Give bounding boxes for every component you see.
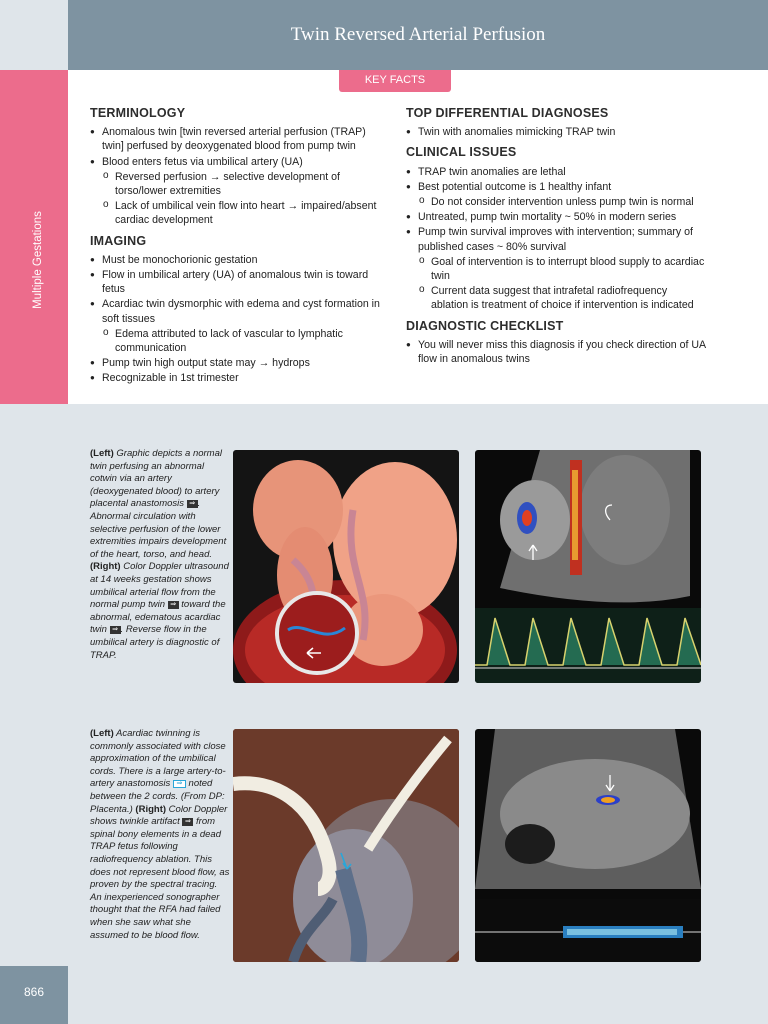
list-item: ● Blood enters fetus via umbilical artery (UA) xyxy=(90,155,390,169)
list-item: ● Must be monochorionic gestation xyxy=(90,253,390,267)
caption-text: . Abnormal circulation with selective perfusion of the lower extremities impairs development of the heart, torso, and head. xyxy=(90,498,227,560)
list-item: ● Best potential outcome is 1 healthy infant xyxy=(406,180,706,194)
list-item: ● Acardiac twin dysmorphic with edema and cyst formation in soft tissues xyxy=(90,297,390,325)
checklist-section xyxy=(406,319,706,367)
list-item: ● Untreated, pump twin mortality ~ 50% in modern series xyxy=(406,210,706,224)
page-header xyxy=(68,0,768,70)
arrow-icon: ⇒ xyxy=(110,626,121,634)
caption-text: noted between the 2 cords. (From DP: Placenta.) xyxy=(90,778,225,815)
list-item: ● You will never miss this diagnosis if you check direction of UA flow in anomalous twins xyxy=(406,338,706,366)
list-item: ● Pump twin high output state may → hydrops xyxy=(90,356,390,370)
arrow-icon: ⇒ xyxy=(168,601,179,609)
sub-list-item: o Edema attributed to lack of vascular to lymphatic communication xyxy=(90,327,390,355)
sub-list-item: o Goal of intervention is to interrupt blood supply to acardiac twin xyxy=(406,255,706,283)
caption-text: toward the abnormal, edematous acardiac twin xyxy=(90,599,226,636)
arrow-icon: ⇒ xyxy=(182,818,193,826)
sub-list-item: o Current data suggest that intrafetal radiofrequency ablation is treatment of choice if intervention is indicated xyxy=(406,284,706,312)
list-item: ● TRAP twin anomalies are lethal xyxy=(406,165,706,179)
caption-text: from spinal bony elements in a dead TRAP fetus following radiofrequency ablation. This does not represent blood flow, as proven by the spectral tracing. An inexperienced sonographer thought that the RFA had failed when she saw what she assumed to be blood flow. xyxy=(90,816,230,941)
key-facts-badge: KEY FACTS xyxy=(339,70,451,92)
chapter-side-tab xyxy=(0,70,68,404)
open-arrow-icon: ⇒ xyxy=(173,780,186,788)
key-facts-right-column xyxy=(406,106,706,372)
section-heading: CLINICAL ISSUES xyxy=(406,145,517,160)
figure-caption-2 xyxy=(90,728,230,942)
caption-text: Acardiac twinning is commonly associated with close approximation of the umbilical cords. There is a large artery-to-artery anastomosis xyxy=(90,728,226,790)
imaging-section xyxy=(90,234,390,386)
section-heading: DIAGNOSTIC CHECKLIST xyxy=(406,318,564,333)
caption-text: Graphic depicts a normal twin perfusing an abnormal cotwin via an artery (deoxygenated blood) to artery placental anastomosis xyxy=(90,448,222,510)
chapter-label: Multiple Gestations xyxy=(32,211,44,309)
differential-section xyxy=(406,106,706,139)
clinical-section xyxy=(406,145,706,312)
page-number: 866 xyxy=(23,985,45,999)
list-item: ● Twin with anomalies mimicking TRAP twin xyxy=(406,125,706,139)
caption-right-label: (Right) xyxy=(90,561,121,573)
list-item: ● Recognizable in 1st trimester xyxy=(90,371,390,385)
header-left-block xyxy=(0,0,68,70)
twinkle-doppler-image xyxy=(475,729,701,962)
trap-illustration-image xyxy=(233,450,459,683)
section-heading: TOP DIFFERENTIAL DIAGNOSES xyxy=(406,106,609,120)
section-heading: IMAGING xyxy=(90,233,147,248)
terminology-section xyxy=(90,106,390,228)
caption-text: Color Doppler ultrasound at 14 weeks gestation shows umbilical arterial flow from the normal pump twin xyxy=(90,561,229,611)
sub-list-item: o Lack of umbilical vein flow into heart → impaired/absent cardiac development xyxy=(90,199,390,227)
caption-text: Color Doppler shows twinkle artifact xyxy=(90,803,228,828)
caption-right-label: (Right) xyxy=(135,803,167,815)
list-item: ● Flow in umbilical artery (UA) of anomalous twin is toward fetus xyxy=(90,268,390,296)
color-doppler-image xyxy=(475,450,701,683)
page-number-box xyxy=(0,966,68,1024)
list-item: ● Anomalous twin [twin reversed arterial perfusion (TRAP) twin] perfused by deoxygenated blood from pump twin xyxy=(90,125,390,153)
section-heading: TERMINOLOGY xyxy=(90,106,186,120)
figure-caption-1 xyxy=(90,448,230,662)
key-facts-left-column xyxy=(90,106,390,392)
caption-left-label: (Left) xyxy=(90,448,114,459)
page-title: Twin Reversed Arterial Perfusion xyxy=(290,24,546,45)
arrow-icon: ⇒ xyxy=(187,500,198,508)
placenta-photo-image xyxy=(233,729,459,962)
sub-list-item: o Reversed perfusion → selective development of torso/lower extremities xyxy=(90,170,390,198)
caption-left-label: (Left) xyxy=(90,728,114,739)
caption-text: . Reverse flow in the umbilical artery is diagnostic of TRAP. xyxy=(90,624,220,661)
sub-list-item: o Do not consider intervention unless pump twin is normal xyxy=(406,195,706,209)
key-facts-panel xyxy=(68,70,768,404)
list-item: ● Pump twin survival improves with intervention; summary of published cases ~ 80% survival xyxy=(406,225,706,253)
